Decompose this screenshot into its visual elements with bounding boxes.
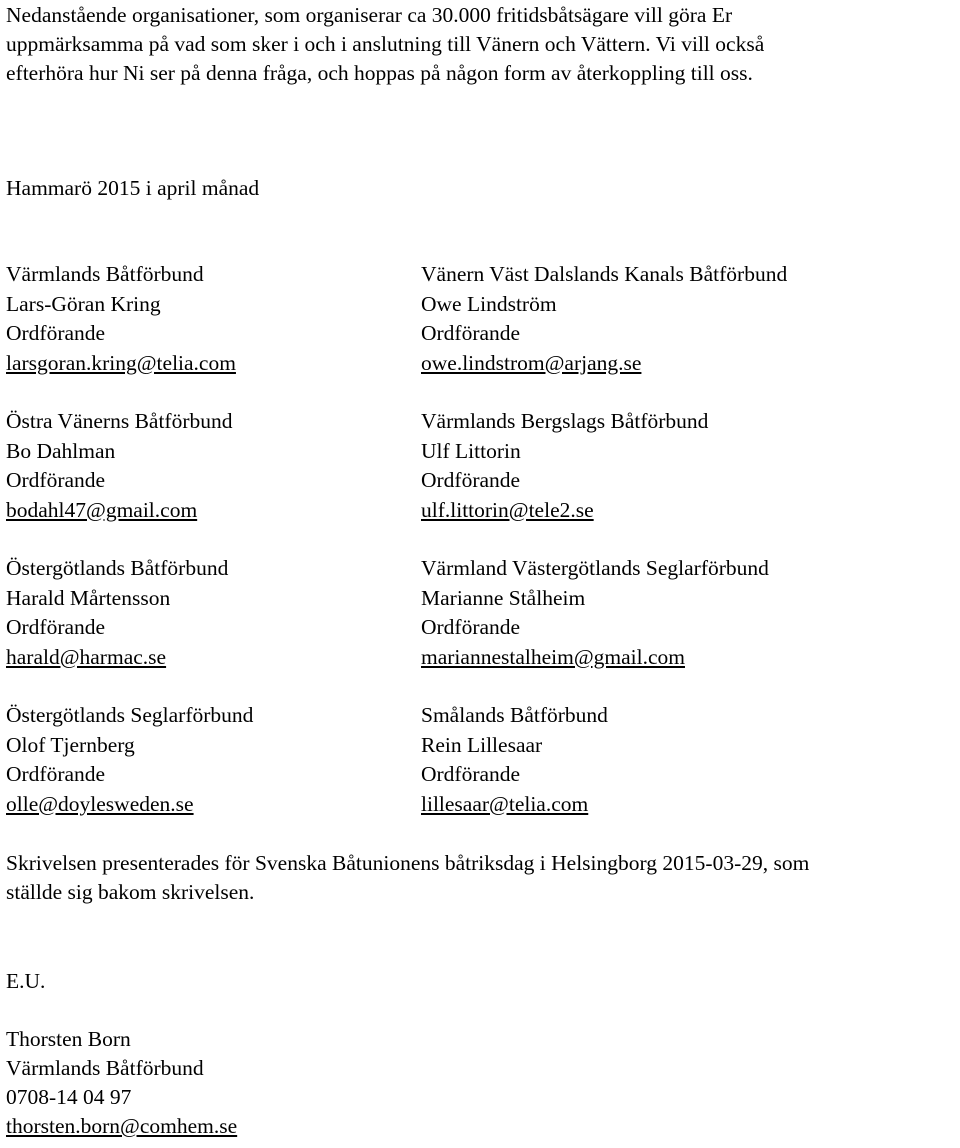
signatory-name: Owe Lindström — [421, 291, 557, 316]
signatory-email-link[interactable]: harald@harmac.se — [6, 644, 167, 669]
closing-line-1: Skrivelsen presenterades för Svenska Båtunionens båtriksdag i Helsingborg 2015-03-29, som — [6, 851, 810, 875]
signatory-name: Marianne Stålheim — [421, 585, 586, 610]
signatory-email-link[interactable]: lillesaar@telia.com — [421, 791, 589, 816]
signatory-block — [6, 407, 233, 525]
intro-line-3: efterhöra hur Ni ser på denna fråga, och hoppas på någon form av återkoppling till oss. — [6, 61, 753, 85]
signatory-role: Ordförande — [421, 321, 521, 345]
closing-line-2: ställde sig bakom skrivelsen. — [6, 880, 255, 904]
signatory-email-link[interactable]: mariannestalheim@gmail.com — [421, 644, 685, 669]
signatory-block — [421, 554, 769, 672]
signatory-block — [6, 701, 253, 819]
signatory-org: Värmlands Båtförbund — [6, 262, 204, 286]
signatory-org: Värmlands Bergslags Båtförbund — [421, 409, 709, 433]
signatory-block — [421, 407, 708, 525]
sender-phone: 0708-14 04 97 — [6, 1085, 132, 1109]
signatory-role: Ordförande — [6, 321, 106, 345]
signatory-org: Östergötlands Båtförbund — [6, 556, 229, 580]
signatory-email-link[interactable]: bodahl47@gmail.com — [6, 497, 198, 522]
signatory-org: Smålands Båtförbund — [421, 703, 608, 727]
sender-org: Värmlands Båtförbund — [6, 1056, 204, 1080]
signatory-email-link[interactable]: larsgoran.kring@telia.com — [6, 350, 236, 375]
signatory-role: Ordförande — [6, 762, 106, 786]
signatory-name: Lars-Göran Kring — [6, 291, 161, 316]
signatory-email-link[interactable]: ulf.littorin@tele2.se — [421, 497, 594, 522]
signatory-role: Ordförande — [421, 615, 521, 639]
signatory-email-link[interactable]: olle@doylesweden.se — [6, 791, 194, 816]
sender-name: Thorsten Born — [6, 1027, 131, 1051]
sender-email-link[interactable]: thorsten.born@comhem.se — [6, 1114, 238, 1138]
intro-line-1: Nedanstående organisationer, som organiserar ca 30.000 fritidsbåtsägare vill göra Er — [6, 3, 733, 27]
place-date: Hammarö 2015 i april månad — [6, 176, 260, 200]
signatory-org: Vänern Väst Dalslands Kanals Båtförbund — [421, 262, 788, 286]
signatory-name: Harald Mårtensson — [6, 585, 171, 610]
signatory-block — [421, 701, 608, 819]
signatory-email-link[interactable]: owe.lindstrom@arjang.se — [421, 350, 642, 375]
signatory-role: Ordförande — [6, 468, 106, 492]
signatory-block — [421, 260, 787, 378]
signatory-role: Ordförande — [6, 615, 106, 639]
signatory-name: Bo Dahlman — [6, 438, 116, 463]
signatory-org: Östergötlands Seglarförbund — [6, 703, 254, 727]
signatory-name: Olof Tjernberg — [6, 732, 135, 757]
eu-marker: E.U. — [6, 969, 46, 993]
signatory-role: Ordförande — [421, 762, 521, 786]
signatory-block — [6, 554, 228, 672]
signatory-org: Östra Vänerns Båtförbund — [6, 409, 233, 433]
signatory-block — [6, 260, 236, 378]
signatory-org: Värmland Västergötlands Seglarförbund — [421, 556, 769, 580]
signatory-name: Ulf Littorin — [421, 438, 521, 463]
intro-line-2: uppmärksamma på vad som sker i och i anslutning till Vänern och Vättern. Vi vill också — [6, 32, 765, 56]
signatory-name: Rein Lillesaar — [421, 732, 543, 757]
signatory-role: Ordförande — [421, 468, 521, 492]
